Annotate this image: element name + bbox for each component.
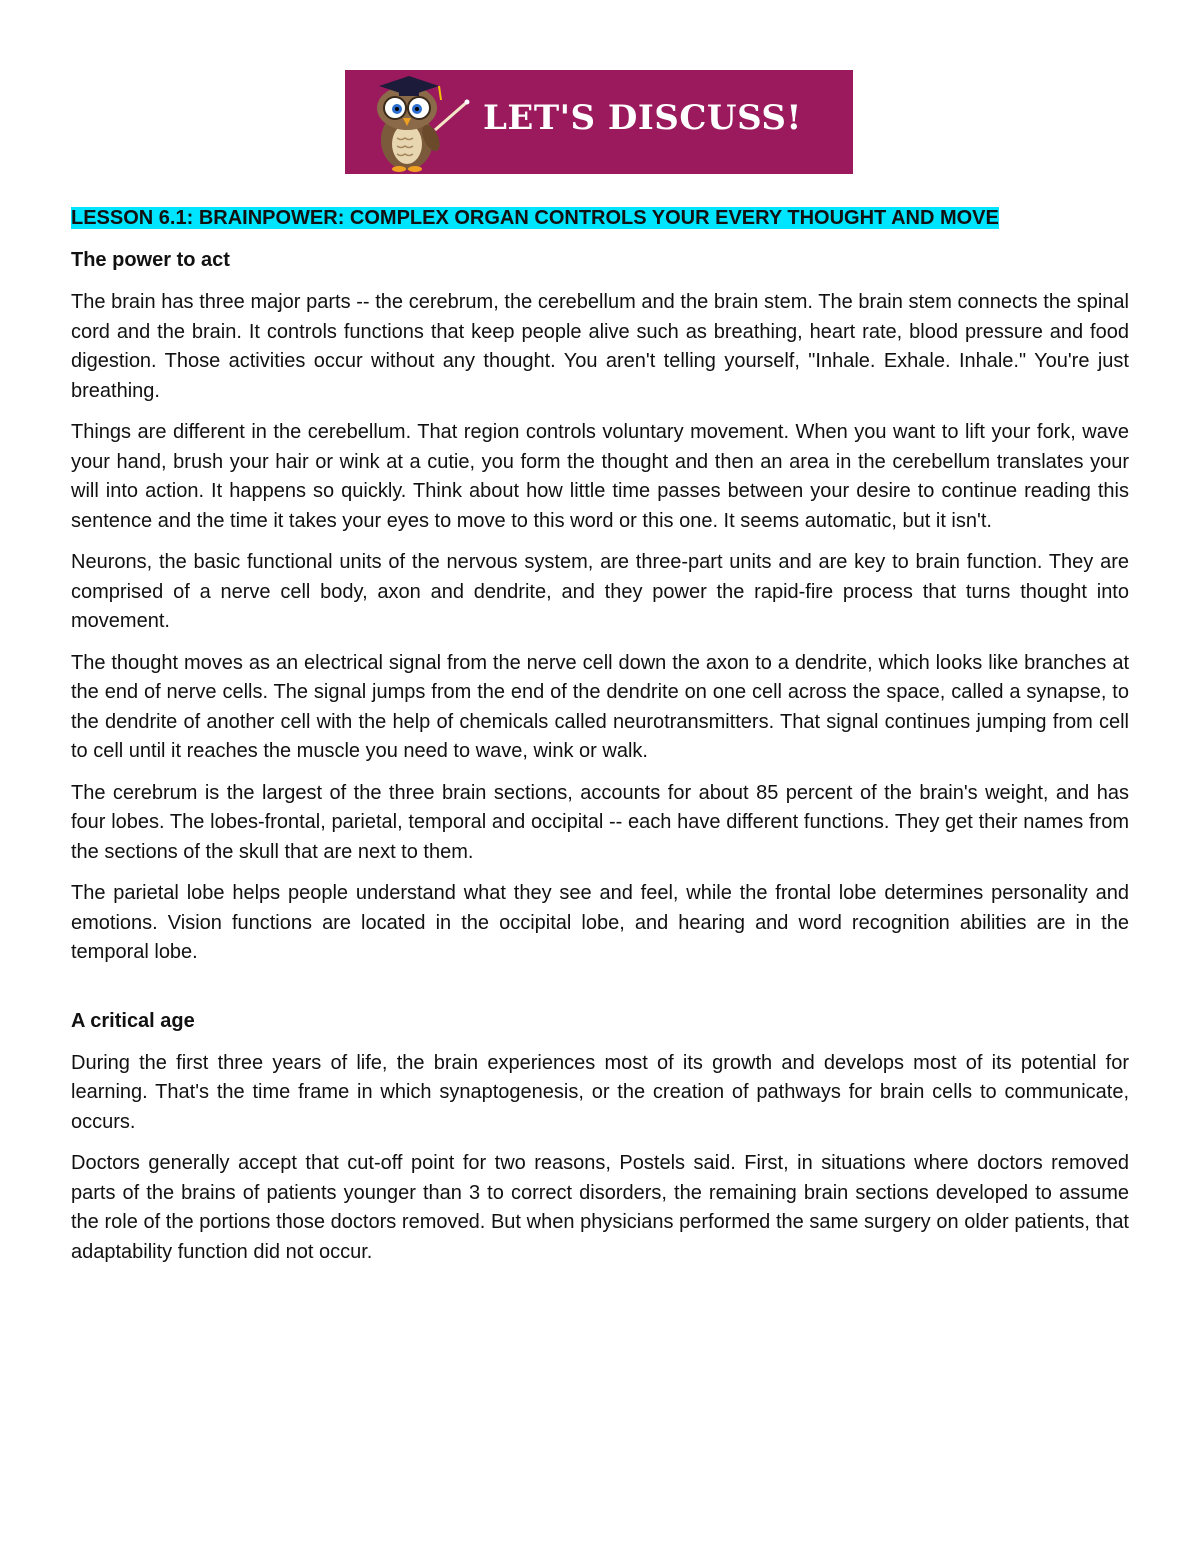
- section-critical-age: [71, 1008, 1129, 1268]
- paragraph: The cerebrum is the largest of the three brain sections, accounts for about 85 percent of the brain's weight, and has four lobes. The lobes-frontal, parietal, temporal and occipital -- each have different functions. They get their names from the sections of the skull that are next to them.: [71, 781, 1129, 863]
- paragraph: Things are different in the cerebellum. That region controls voluntary movement. When you want to lift your fork, wave your hand, brush your hair or wink at a cutie, you form the thought and then an area in the cerebellum translates your will into action. It happens so quickly. Think about how little time passes between your desire to continue reading this sentence and the time it takes your eyes to move to this word or this one. It seems automatic, but it isn't.: [71, 421, 1129, 532]
- paragraph: Neurons, the basic functional units of the nervous system, are three-part units and are key to brain function. They are comprised of a nerve cell body, axon and dendrite, and they power the rapid-fire process that turns thought into movement.: [71, 551, 1129, 632]
- paragraph: Doctors generally accept that cut-off point for two reasons, Postels said. First, in situations where doctors removed parts of the brains of patients younger than 3 to correct disorders, the remaining brain sections developed to assume the role of the portions those doctors removed. But when physicians performed the same surgery on older patients, that adaptability function did not occur.: [71, 1152, 1129, 1263]
- lets-discuss-banner: [345, 70, 853, 174]
- section-heading: A critical age: [71, 1009, 195, 1032]
- banner-title: LET'S DISCUSS!: [483, 98, 802, 138]
- paragraph: The thought moves as an electrical signal from the nerve cell down the axon to a dendrite, which looks like branches at the end of nerve cells. The signal jumps from the end of the dendrite on one cell across the space, called a synapse, to the dendrite of another cell with the help of chemicals called neurotransmitters. That signal continues jumping from cell to cell until it reaches the muscle you need to wave, wink or walk.: [71, 651, 1129, 762]
- section-spacer: [71, 980, 1129, 1008]
- owl-teacher-icon: [359, 72, 479, 172]
- paragraph: The parietal lobe helps people understand what they see and feel, while the frontal lobe determines personality and emotions. Vision functions are located in the occipital lobe, and hearing and word recognition abilities are in the temporal lobe.: [71, 882, 1129, 963]
- lesson-title-text: LESSON 6.1: BRAINPOWER: COMPLEX ORGAN CONTROLS YOUR EVERY THOUGHT AND MOVE: [71, 207, 999, 229]
- paragraph: The brain has three major parts -- the cerebrum, the cerebellum and the brain stem. The brain stem connects the spinal cord and the brain. It controls functions that keep people alive such as breathing, heart rate, blood pressure and food digestion. Those activities occur without any thought. You aren't telling yourself, "Inhale. Exhale. Inhale." You're just breathing.: [71, 291, 1129, 402]
- paragraph: During the first three years of life, the brain experiences most of its growth and develops most of its potential for learning. That's the time frame in which synaptogenesis, or the creation of pathways for brain cells to communicate, occurs.: [71, 1051, 1129, 1133]
- lesson-title: [71, 204, 1129, 233]
- document-body: [71, 204, 1129, 1279]
- section-power-to-act: [71, 247, 1129, 968]
- section-heading: The power to act: [71, 249, 230, 271]
